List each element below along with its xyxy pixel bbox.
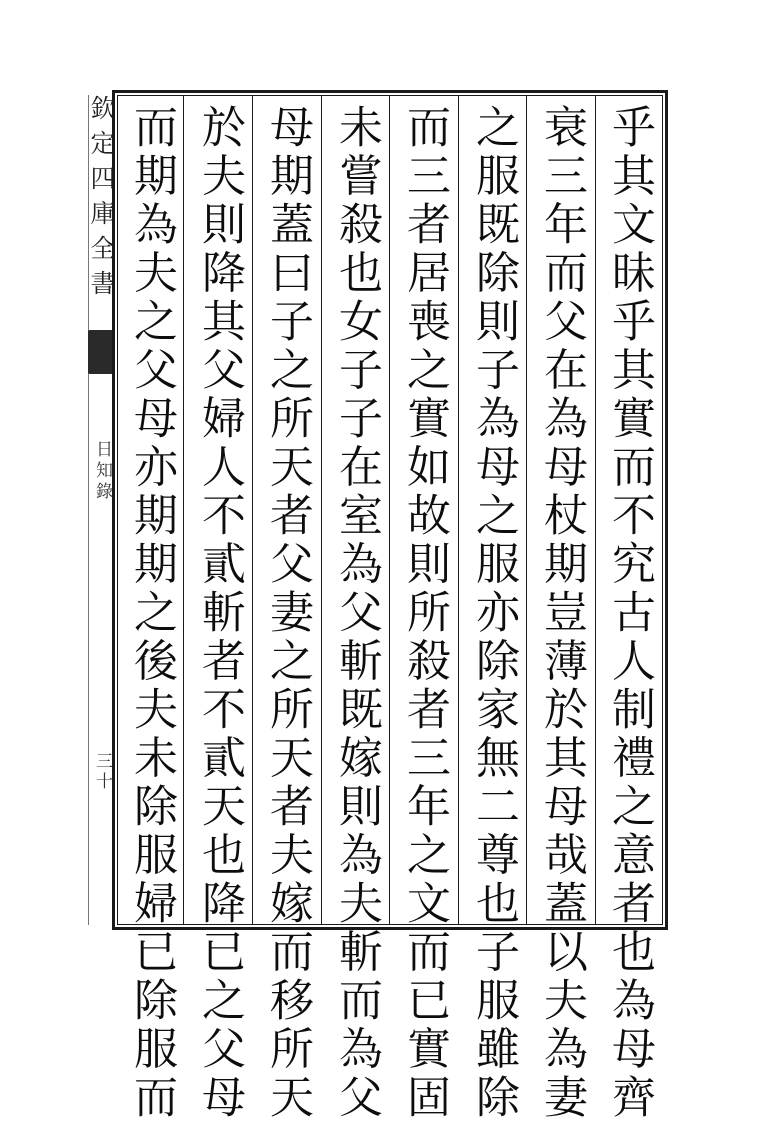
book-title-margin: 日知錄 — [92, 440, 112, 503]
text-column-1: 乎其文昧乎其實而不究古人制禮之意者也為母齊 — [604, 104, 655, 1123]
text-column-2: 衰三年而父在為母杖期豈薄於其母哉蓋以夫為妻 — [536, 104, 587, 1123]
text-column-4: 而三者居喪之實如故則所殺者三年之文而已實固 — [399, 104, 450, 1123]
text-column-3: 之服既除則子為母之服亦除家無二尊也子服雖除 — [468, 104, 519, 1123]
column-rule — [458, 95, 459, 925]
collection-title-strip: 欽定四庫全書 — [87, 95, 116, 305]
text-column-6: 母期蓋曰子之所天者父妻之所天者夫嫁而移所天 — [262, 104, 313, 1123]
text-column-5: 未嘗殺也女子子在室為父斬既嫁則為夫斬而為父 — [331, 104, 382, 1123]
column-rule — [321, 95, 322, 925]
column-rule — [389, 95, 390, 925]
text-column-8: 而期為夫之父母亦期期之後夫未除服婦已除服而 — [126, 104, 177, 1123]
column-rule — [252, 95, 253, 925]
page-number-margin: 三十 — [92, 752, 112, 792]
text-column-7: 於夫則降其父婦人不貳斬者不貳天也降已之父母 — [194, 104, 245, 1123]
column-rule — [526, 95, 527, 925]
fish-tail-mark — [88, 330, 114, 374]
